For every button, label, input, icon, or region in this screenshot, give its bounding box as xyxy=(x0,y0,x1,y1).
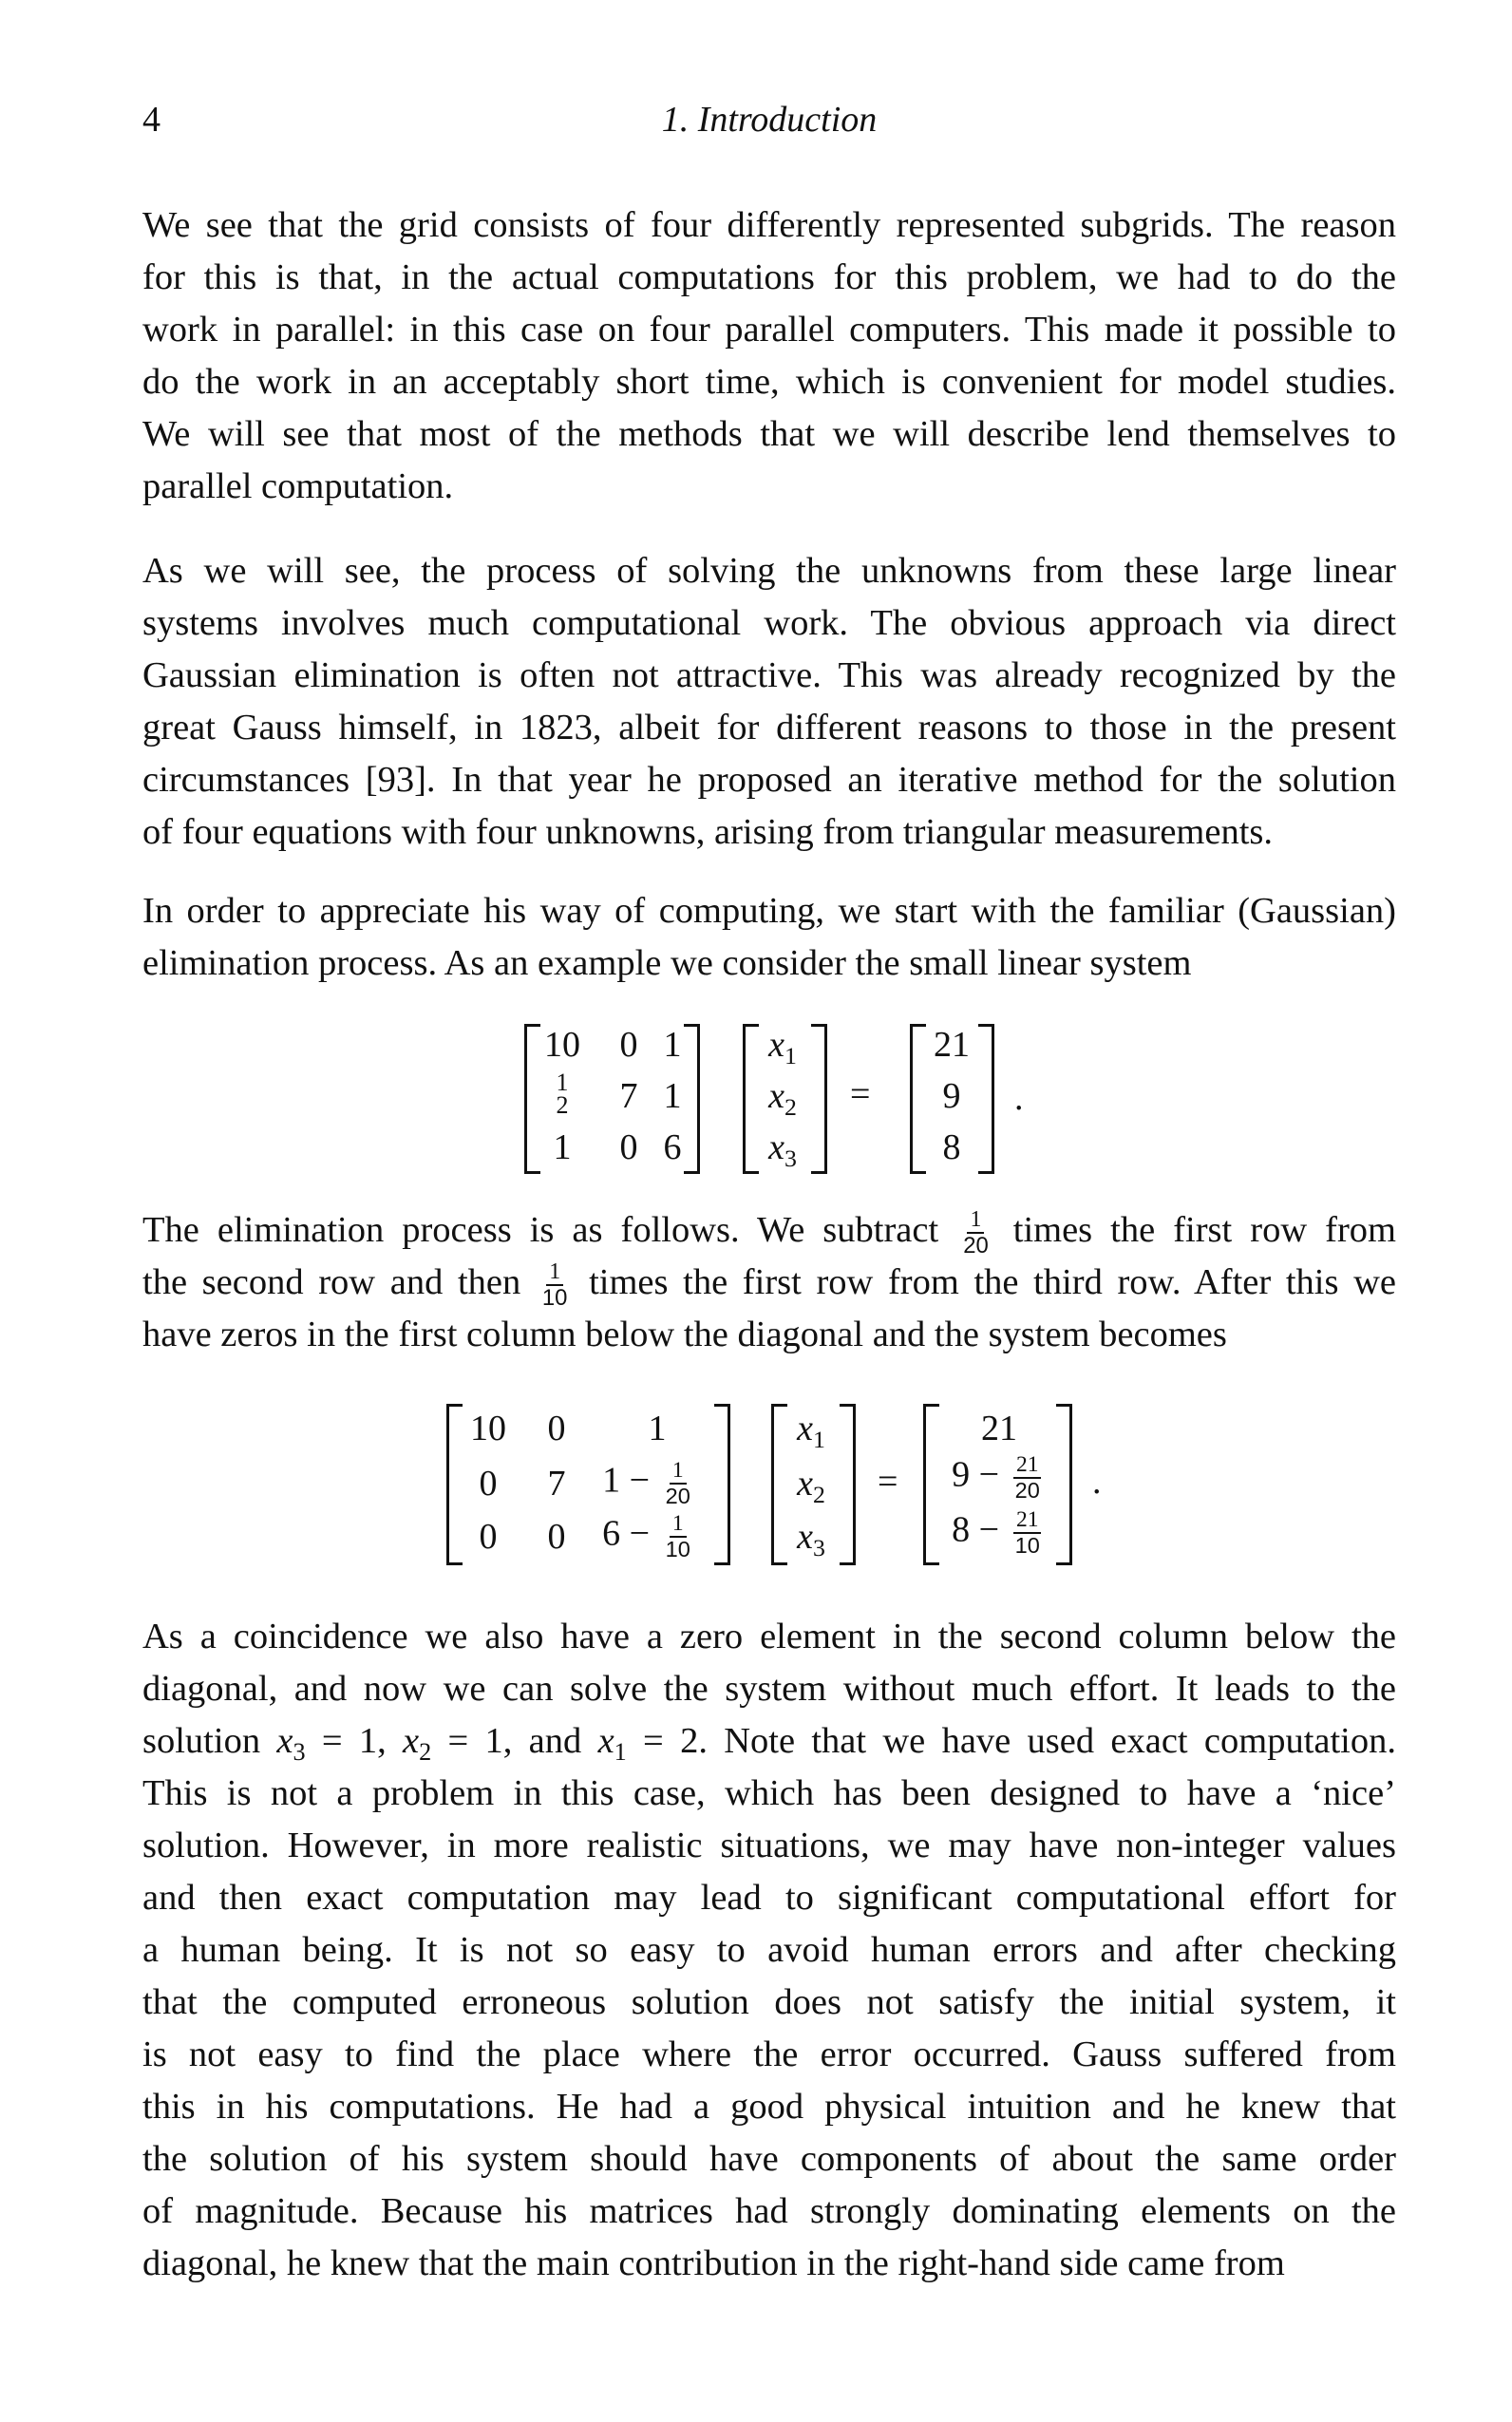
matrix-cell-fraction: 1 2 xyxy=(556,1069,569,1119)
matrix-cell: 0 xyxy=(619,1025,638,1065)
text-line: Gaussian elimination is often not attractive. This was already recognized by the xyxy=(142,655,1396,695)
text-line: diagonal, he knew that the main contribution in the right-hand side came from xyxy=(142,2243,1285,2283)
chapter-title: 1. Introduction xyxy=(661,100,878,140)
text-line: is not easy to find the place where the error occurred. Gauss suffered from xyxy=(142,2034,1396,2074)
text-line: This is not a problem in this case, which has been designed to have a ‘nice’ xyxy=(142,1773,1396,1813)
text-line: of four equations with four unknowns, arising from triangular measurements. xyxy=(142,812,1274,852)
text-line: circumstances [93]. In that year he proposed an iterative method for the solution xyxy=(142,760,1396,800)
equals-sign: = xyxy=(878,1462,898,1502)
text-line: As a coincidence we also have a zero element in the second column below the xyxy=(142,1617,1396,1656)
left-bracket xyxy=(446,1404,463,1565)
right-bracket xyxy=(840,1404,856,1565)
matrix-cell: 0 xyxy=(547,1409,566,1448)
rhs-cell: 8 xyxy=(942,1127,961,1167)
text-line: do the work in an acceptably short time, which is convenient for model studies. xyxy=(142,362,1396,402)
rhs-cell: 21 xyxy=(981,1409,1017,1448)
text-line: solution $x_3 = 1$, $x_2 = 1$, and $x_1 = 2$. Note that we have used exact computation. xyxy=(142,1721,1396,1766)
page-header xyxy=(142,99,1396,146)
text-line: We will see that most of the methods that we will describe lend themselves to xyxy=(142,414,1396,454)
matrix-cell: 6 xyxy=(663,1127,682,1167)
paragraph-4 xyxy=(142,1204,1396,1361)
text-line: this in his computations. He had a good physical intuition and he knew that xyxy=(142,2087,1396,2127)
matrix-cell-expression: 6 − $\frac{1}{10}$ xyxy=(602,1511,690,1561)
rhs-cell-expression: 9 − $\frac{21}{20}$ xyxy=(952,1452,1040,1503)
fraction: $\frac{1}{10}$ xyxy=(541,1259,568,1312)
matrix-cell: 7 xyxy=(619,1076,638,1116)
text-line: parallel computation. xyxy=(142,466,454,506)
right-bracket xyxy=(811,1024,827,1174)
page-number: 4 xyxy=(142,100,161,140)
rhs-cell-expression: 8 − $\frac{21}{10}$ xyxy=(952,1507,1040,1558)
end-punctuation: . xyxy=(1014,1078,1024,1118)
matrix-cell: 1 xyxy=(663,1076,682,1116)
matrix-cell: 7 xyxy=(547,1464,566,1504)
matrix-cell: 0 xyxy=(619,1127,638,1167)
text-line: for this is that, in the actual computations for this problem, we had to do the xyxy=(142,257,1396,297)
matrix-cell: 10 xyxy=(544,1025,580,1065)
matrix-cell: 0 xyxy=(479,1464,498,1504)
matrix-cell: 1 xyxy=(553,1127,572,1167)
matrix-cell: 0 xyxy=(479,1517,498,1557)
rhs-cell: 21 xyxy=(934,1025,970,1065)
text-line: We see that the grid consists of four differently represented subgrids. The reason xyxy=(142,205,1396,245)
end-punctuation: . xyxy=(1092,1462,1102,1502)
text-line: solution. However, in more realistic situations, we may have non-integer values xyxy=(142,1826,1396,1865)
paragraph-3 xyxy=(142,885,1396,990)
matrix-cell: 10 xyxy=(470,1409,506,1448)
text-line: great Gauss himself, in 1823, albeit for different reasons to those in the present xyxy=(142,708,1396,747)
text-line: the solution of his system should have components of about the same order xyxy=(142,2139,1396,2179)
paragraph-1 xyxy=(142,199,1396,513)
text-line: In order to appreciate his way of computing, we start with the familiar (Gaussian) xyxy=(142,891,1396,931)
text-line: As we will see, the process of solving the unknowns from these large linear xyxy=(142,551,1396,591)
matrix-cell-expression: 1 − $\frac{1}{20}$ xyxy=(602,1458,690,1508)
paragraph-5 xyxy=(142,1611,1396,2290)
text-line: and then exact computation may lead to significant computational effort for xyxy=(142,1878,1396,1918)
paragraph-2 xyxy=(142,545,1396,859)
text-line: that the computed erroneous solution does not satisfy the initial system, it xyxy=(142,1982,1396,2022)
text-line: systems involves much computational work. The obvious approach via direct xyxy=(142,603,1396,643)
text-line: work in parallel: in this case on four parallel computers. This made it possible to xyxy=(142,310,1396,350)
text-line: elimination process. As an example we consider the small linear system xyxy=(142,943,1192,983)
fraction: $\frac{1}{20}$ xyxy=(963,1207,989,1259)
text-line: a human being. It is not so easy to avoid human errors and after checking xyxy=(142,1930,1396,1970)
equals-sign: = xyxy=(850,1074,871,1114)
text-line: of magnitude. Because his matrices had strongly dominating elements on the xyxy=(142,2191,1396,2231)
text-line: have zeros in the first column below the diagonal and the system becomes xyxy=(142,1315,1227,1354)
matrix-cell: 1 xyxy=(663,1025,682,1065)
text-line: the second row and then $\frac{1}{10}$ times the first row from the third row. After this we xyxy=(142,1259,1397,1312)
matrix-cell: 1 xyxy=(648,1409,667,1448)
text-line: diagonal, and now we can solve the system without much effort. It leads to the xyxy=(142,1669,1396,1709)
rhs-cell: 9 xyxy=(942,1076,961,1116)
matrix-cell: 0 xyxy=(547,1517,566,1557)
text-line: The elimination process is as follows. We subtract $\frac{1}{20}$ times the first row from xyxy=(142,1207,1396,1259)
